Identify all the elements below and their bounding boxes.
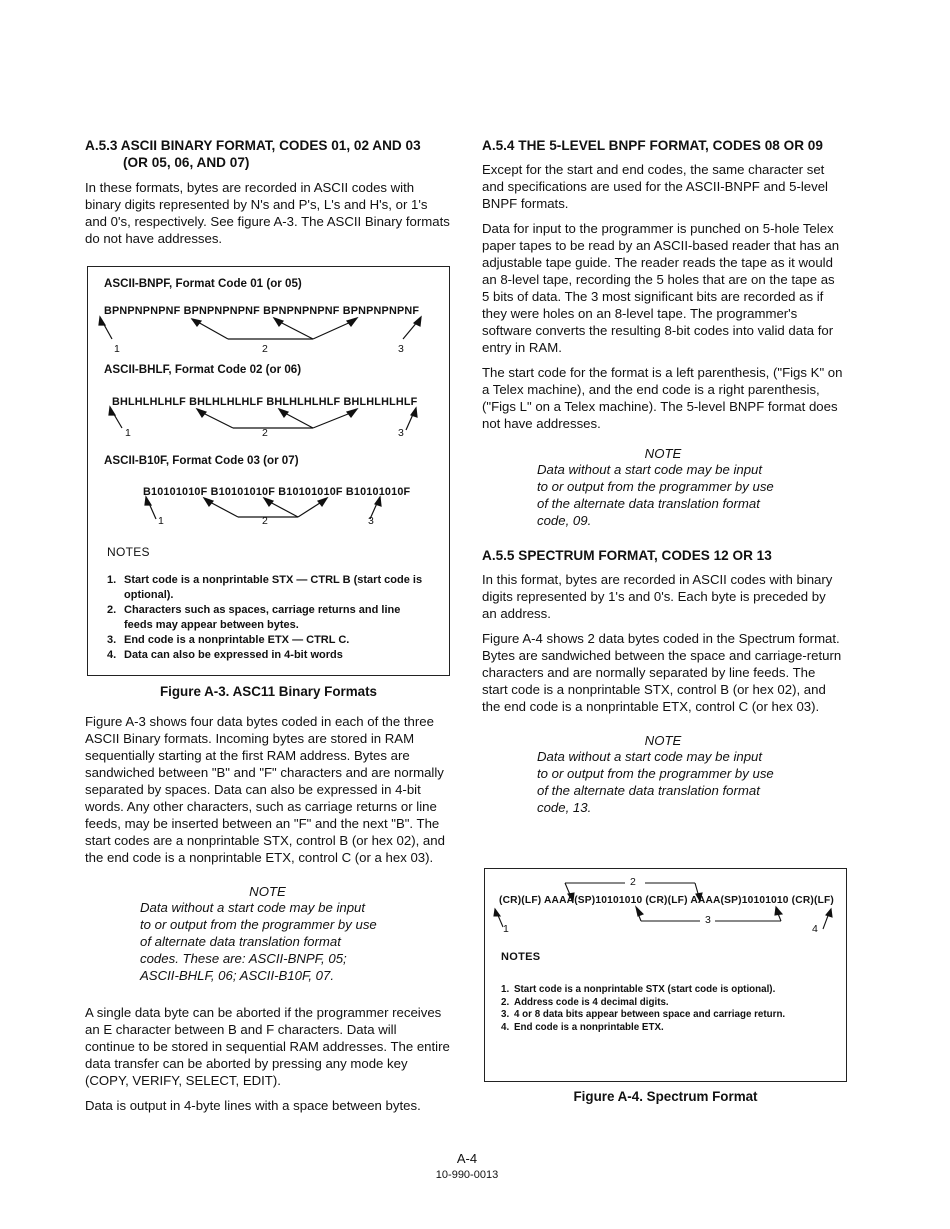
section-heading-a53: A.5.3 ASCII BINARY FORMAT, CODES 01, 02 AND 03 (85, 138, 421, 153)
figure-a4-notes-list (501, 984, 831, 1034)
section-heading-a53-cont: (OR 05, 06, AND 07) (123, 155, 250, 170)
spectrum-bit-line: (CR)(LF) AAAA(SP)10101010 (CR)(LF) AAAA(SP)10101010 (CR)(LF) (499, 895, 835, 906)
figure-a4-notes-heading: NOTES (501, 951, 541, 963)
b10f-format-label: ASCII-B10F, Format Code 03 (or 07) (104, 454, 299, 467)
figure-a4-box (484, 868, 847, 1082)
bnpf5-para-1: Except for the start and end codes, the same character set and specifications are used for the ASCII-BNPF and 5-level BNPF formats. (482, 162, 828, 211)
left-note-title: NOTE (249, 884, 286, 899)
bhlf-label-1: 1 (125, 427, 131, 439)
figure-a4-caption: Figure A-4. Spectrum Format (573, 1089, 758, 1104)
list-item: 2. Characters such as spaces, carriage returns and line feeds may appear between bytes. (107, 604, 401, 631)
bnpf-bit-line: BPNPNPNPNF BPNPNPNPNF BPNPNPNPNF BPNPNPNPNF (104, 305, 420, 317)
list-item: 1. Start code is a nonprintable STX — CTRL B (start code is optional). (107, 574, 423, 601)
list-item: 4. End code is a nonprintable ETX. (501, 1021, 664, 1033)
bnpf-format-label: ASCII-BNPF, Format Code 01 (or 05) (104, 277, 302, 290)
right-note1-title: NOTE (644, 446, 682, 461)
right-column (482, 137, 844, 816)
list-item: 3. End code is a nonprintable ETX — CTRL C. (107, 634, 350, 646)
spectrum-label-2: 2 (630, 876, 636, 888)
section-heading-a55: A.5.5 SPECTRUM FORMAT, CODES 12 OR 13 (482, 548, 772, 563)
bnpf-label-3: 3 (398, 343, 404, 355)
list-item: 4. Data can also be expressed in 4-bit words (107, 649, 343, 661)
document-number: 10-990-0013 (435, 1169, 499, 1181)
page-number: A-4 (456, 1151, 478, 1166)
figure-a3-description: Figure A-3 shows four data bytes coded in each of the three ASCII Binary formats. Incoming bytes are stored in RAM sequentially starting at the first RAM address. Bytes are sandwiched between "B" and "F" characters and are normally separated by spaces. Data can also be expressed in 4-bit words. Any other characters, such as carriage returns or line feeds, may be inserted between an "F" and the next "B". The start codes are a nonprintable STX, control B (or hex 02), and the end code is a nonprintable ETX, control C (or a hex 03). (85, 714, 445, 865)
section-heading-a54: A.5.4 THE 5-LEVEL BNPF FORMAT, CODES 08 OR 09 (482, 138, 823, 153)
spectrum-label-1: 1 (503, 923, 509, 935)
bnpf-label-2: 2 (262, 343, 268, 355)
bnpf-label-1: 1 (114, 343, 120, 355)
bnpf5-para-2: Data for input to the programmer is punched on 5-hole Telex paper tapes to be read by an ASCII-based reader that has an adjustable tape guide. The reader reads the tape as it would an 8-level tape, recording the 5 holes that are on the tape as 5 bits of data. The 3 most significant bits are recorded as if they were holes on an 8-level tape. The programmer's software converts the resulting 8-bit codes into valid data for entry in RAM. (482, 221, 840, 355)
left-column-lower (85, 713, 450, 1114)
bhlf-bit-line: BHLHLHLHLF BHLHLHLHLF BHLHLHLHLF BHLHLHLHLF (112, 396, 418, 408)
figure-a3-notes-heading: NOTES (107, 545, 150, 559)
spectrum-bottom-arrows (485, 907, 848, 947)
spectrum-label-3: 3 (705, 914, 711, 926)
figure-a3-notes-list (107, 573, 427, 663)
spectrum-para-1: In this format, bytes are recorded in ASCII codes with binary digits represented by 1's and 0's. Each byte is preceded by an address. (482, 572, 833, 621)
b10f-label-2: 2 (262, 515, 268, 527)
b10f-label-3: 3 (368, 515, 374, 527)
b10f-label-1: 1 (158, 515, 164, 527)
bhlf-label-2: 2 (262, 427, 268, 439)
output-paragraph: Data is output in 4-byte lines with a space between bytes. (85, 1098, 421, 1113)
right-note2-title: NOTE (644, 733, 682, 748)
spectrum-para-2: Figure A-4 shows 2 data bytes coded in the Spectrum format. Bytes are sandwiched between the space and carriage-return characters and are normally separated by line feeds. The start code is a nonprintable STX, control B (or hex 02), and the end code is a nonprintable ETX, control C (or hex 03). (482, 631, 842, 714)
bnpf-arrows (88, 317, 451, 377)
figure-a3-caption: Figure A-3. ASC11 Binary Formats (159, 684, 378, 699)
figure-a3-box (87, 266, 450, 676)
abort-paragraph: A single data byte can be aborted if the programmer receives an E character between B and F characters. Data will continue to be stored in sequential RAM addresses. The entire data transfer can be aborted by pressing any mode key (COPY, VERIFY, SELECT, EDIT). (85, 1005, 450, 1088)
b10f-bit-line: B10101010F B10101010F B10101010F B10101010F (143, 486, 411, 498)
intro-paragraph: In these formats, bytes are recorded in ASCII codes with binary digits represented by N's and P's, L's and H's, or 1's and 0's, respectively. See figure A-3. The ASCII Binary formats do not have addresses. (85, 180, 450, 246)
bhlf-label-3: 3 (398, 427, 404, 439)
bhlf-format-label: ASCII-BHLF, Format Code 02 (or 06) (104, 363, 302, 376)
left-column (85, 137, 450, 247)
list-item: 3. 4 or 8 data bits appear between space and carriage return. (501, 1009, 786, 1020)
bnpf5-para-3: The start code for the format is a left parenthesis, ("Figs K" on a Telex machine), and the end code is a right parenthesis, ("Figs L" on a Telex machine). The 5-level BNPF format does not have addresses. (482, 365, 843, 431)
right-note1-text: Data without a start code may be input to or output from the programmer by use of the alternate data translation format code, 09. (537, 462, 774, 528)
list-item: 2. Address code is 4 decimal digits. (501, 996, 669, 1008)
bhlf-arrows (88, 408, 451, 468)
left-note-text: Data without a start code may be input to or output from the programmer by use of alternate data translation format codes. These are: ASCII-BNPF, 05; ASCII-BHLF, 06; ASCII-B10F, 07. (140, 900, 377, 983)
right-note2-text: Data without a start code may be input to or output from the programmer by use of the alternate data translation format code, 13. (537, 749, 774, 815)
spectrum-label-4: 4 (812, 923, 818, 935)
list-item: 1. Start code is a nonprintable STX (start code is optional). (501, 984, 776, 995)
